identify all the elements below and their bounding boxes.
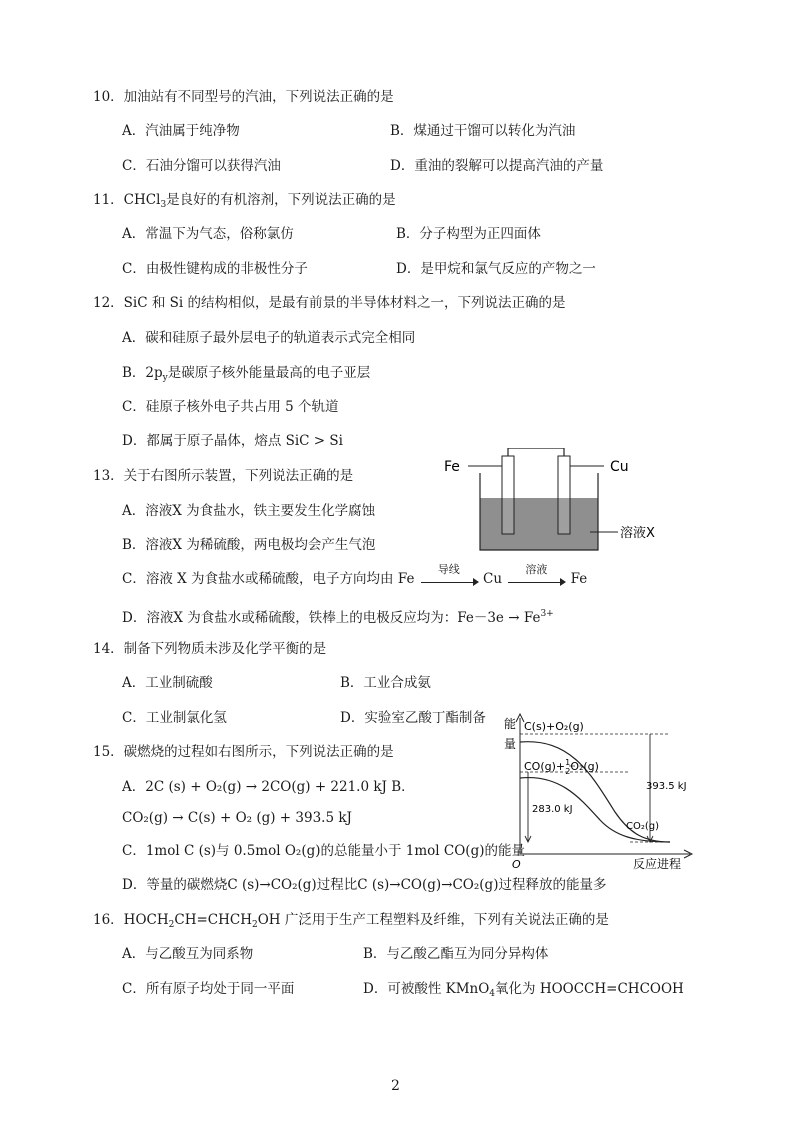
x-axis-label: 反应进程	[633, 857, 682, 871]
q16-option-d: D．可被酸性 KMnO$_4$氧化为 HOOCCH=CHCOOH	[363, 981, 684, 999]
frac-den: 2	[565, 767, 571, 776]
q13-option-a: A．溶液X 为食盐水，铁主要发生化学腐蚀	[122, 503, 376, 519]
q12-option-c: C．硅原子核外电子共占用 5 个轨道	[122, 399, 339, 415]
wire-arrow: 导线	[419, 573, 479, 583]
frac-num: 1	[565, 758, 571, 767]
q11-option-d: D．是甲烷和氯气反应的产物之一	[396, 261, 596, 277]
q11-stem: 11．CHCl$_3$是良好的有机溶剂，下列说法正确的是	[93, 192, 396, 210]
solution-arrow: 溶液	[506, 573, 566, 583]
q11-option-b: B．分子构型为正四面体	[396, 226, 541, 242]
q12-stem: 12．SiC 和 Si 的结构相似，是最有前景的半导体材料之一，下列说法正确的是	[93, 295, 566, 311]
bottom-state-label: CO₂(g)	[626, 821, 660, 832]
q15-option-a-line1: A．2C (s) + O₂(g) → 2CO(g) + 221.0 kJ B．	[122, 779, 415, 795]
delta-393-label: 393.5 kJ	[646, 781, 687, 792]
q16-option-a: A．与乙酸互为同系物	[122, 946, 254, 962]
q10-option-c: C．石油分馏可以获得汽油	[122, 158, 281, 174]
q14-option-b: B．工业合成氨	[340, 675, 431, 691]
q15-stem: 15．碳燃烧的过程如右图所示，下列说法正确的是	[93, 744, 394, 760]
mid-state-label: CO(g)+$^1$ 2O₂(g)	[524, 758, 599, 776]
solution-fill	[480, 498, 598, 550]
q12-option-b: B．$2p_y$是碳原子核外能量最高的电子亚层	[122, 365, 371, 383]
top-state-label: C(s)+O₂(g)	[524, 720, 584, 733]
q15-option-c: C．1mol C (s)与 0.5mol O₂(g)的总能量小于 1mol CO(g)的能量	[122, 843, 525, 859]
electrochemical-cell-figure	[440, 448, 670, 558]
q13-stem: 13．关于右图所示装置，下列说法正确的是	[93, 468, 354, 484]
q11-option-a: A．常温下为气态，俗称氯仿	[122, 226, 294, 242]
q14-stem: 14．制备下列物质未涉及化学平衡的是	[93, 641, 327, 657]
cu-electrode	[558, 456, 570, 534]
q13-option-b: B．溶液X 为稀硫酸，两电极均会产生气泡	[122, 537, 376, 553]
q13-option-d: D．溶液X 为食盐水或稀硫酸，铁棒上的电极反应均为：$Fe-3e \to Fe^{3+}$	[122, 609, 554, 626]
q10-option-d: D．重油的裂解可以提高汽油的产量	[390, 158, 604, 174]
q16-option-c: C．所有原子均处于同一平面	[122, 981, 295, 997]
origin-label: O	[512, 858, 521, 871]
q14-option-c: C．工业制氯化氢	[122, 710, 227, 726]
cu-label: Cu	[610, 459, 629, 475]
q16-option-b: B．与乙酸乙酯互为同分异构体	[363, 946, 549, 962]
page-number: 2	[391, 1078, 400, 1094]
wire	[508, 448, 564, 456]
q14-option-a: A．工业制硫酸	[122, 675, 213, 691]
q16-stem: 16．$HOCH_2CH=CHCH_2OH$ 广泛用于生产工程塑料及纤维，下列有关说法正确的是	[93, 912, 609, 930]
q10-stem: 10．加油站有不同型号的汽油，下列说法正确的是	[93, 89, 394, 105]
q10-option-b: B．煤通过干馏可以转化为汽油	[390, 123, 576, 139]
y-label-1: 能	[504, 717, 517, 731]
q11-option-c: C．由极性键构成的非极性分子	[122, 261, 308, 277]
q12-option-d: D．都属于原子晶体，熔点 SiC > Si	[122, 433, 343, 449]
q13-option-c: C．溶液 X 为食盐水或稀硫酸，电子方向均由 Fe 导线 Cu 溶液 Fe	[122, 563, 588, 587]
energy-diagram-figure	[500, 712, 700, 872]
fe-label: Fe	[444, 459, 460, 475]
delta-283-label: 283.0 kJ	[532, 804, 573, 815]
q15-option-a-line2: CO₂(g) → C(s) + O₂ (g) + 393.5 kJ	[122, 810, 352, 826]
fe-electrode	[502, 456, 514, 534]
q12-option-a: A．碳和硅原子最外层电子的轨道表示式完全相同	[122, 330, 416, 346]
y-label-2: 量	[504, 737, 517, 751]
q15-option-d: D．等量的碳燃烧C (s)→CO₂(g)过程比C (s)→CO(g)→CO₂(g)过程释放的能量多	[122, 877, 607, 893]
q14-option-d: D．实验室乙酸丁酯制备	[340, 710, 486, 726]
q10-option-a: A．汽油属于纯净物	[122, 123, 240, 139]
solution-label: 溶液X	[620, 526, 655, 541]
